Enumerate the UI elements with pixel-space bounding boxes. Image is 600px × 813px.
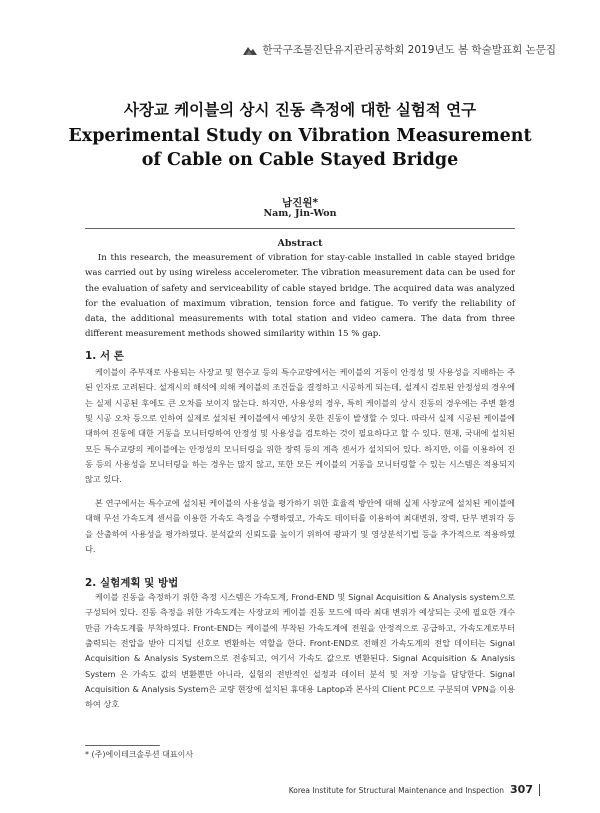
author-korean: 남진원*: [282, 197, 318, 209]
author-english: Nam, Jin-Won: [263, 208, 337, 219]
section-1-paragraph: 케이블이 주부재로 사용되는 사장교 및 현수교 등의 특수교량에서는 케이블의 거동이 안정성 및 사용성을 지배하는 주된 인자로 고려된다. 설계시의 해석에 의해 케이블의 조건들을 결정하고 시공하게 되는데, 설계시 검토된 안정성의 경우에는 실제 시공된 후에도 큰 오차를 보이지 않는다. 하지만, 사용성의 경우, 특히 케이블의 상시 진동의 경우에는 주변 환경 및 시공 오차 등으로 인하여 실제로 설치된 케이블에서 예상치 못한 진동이 발생할 수 있다. 따라서 실제 시공된 케이블에 대하여 진동에 대한 거동을 모니터링하여 안정성 및 사용성을 검토하는 것이 필요하다고 할 수 있다. 현재, 국내에 설치된 모든 특수교량의 케이블에는 안정성의 모니터링을 위한 장력 등의 계측 센서가 설치되어 있다. 하지만, 이를 이용하여 진동 등의 사용성을 모니터링을 하는 경우는 많지 않고, 또한 모든 케이블의 거동을 모니터링할 수 있는 시스템은 적용되지 않고 있다.: [85, 367, 515, 485]
section-1-paragraph: 본 연구에서는 특수교에 설치된 케이블의 사용성을 평가하기 위한 효율적 방안에 대해 실제 사장교에 설치된 케이블에 대해 무선 가속도계 센서를 이용한 가속도 측정을 수행하였고, 가속도 데이터를 이용하여 최대변위, 장력, 단부 변위각 등을 산출하여 사용성을 평가하였다. 분석값의 신뢰도를 높이기 위하여 광파기 및 영상분석기법 등을 추가적으로 적용하였다.: [85, 498, 515, 555]
section-1-heading: 1. 서 론: [85, 350, 124, 362]
conference-name: 한국구조물진단유지관리공학회 2019년도 봄 학술발표회 논문집: [262, 44, 556, 56]
title-english: Experimental Study on Vibration Measurement of Cable on Cable Stayed Bridge: [68, 126, 532, 170]
footer-organization: Korea Institute for Structural Maintenance and Inspection: [288, 786, 505, 795]
footnote-divider: [85, 745, 160, 746]
title-korean: 사장교 케이블의 상시 진동 측정에 대한 실험적 연구: [123, 101, 477, 119]
page-footer: [289, 783, 540, 796]
divider: [85, 228, 515, 229]
page-number: 307: [510, 783, 533, 796]
abstract-body: In this research, the measurement of vibration for stay-cable installed in cable stayed bridge was carried out by using wireless accelerometer. The vibration measurement data can be used for the evaluation of safety and serviceability of cable stayed bridge. The acquired data was analyzed for the evaluation of maximum vibration, tension force and fatigue. To verify the reliability of data, the additional measurements with total station and video camera. The data from three different measurement methods showed similarity within 15 % gap.: [85, 253, 515, 340]
footer-bar: [539, 784, 540, 796]
mountain-logo-icon: [243, 45, 257, 55]
section-2-paragraph: 케이블 진동을 측정하기 위한 측정 시스템은 가속도계, Frond-END 및 Signal Acquisition & Analysis system으로 구성되어 있다. 진동 측정을 위한 가속도계는 사장교의 케이블 진동 모드에 따라 최대 변위가 예상되는 곳에 필요한 개수만큼 가속도계를 부착하였다. Front-END는 케이블에 부착된 가속도계에 전원을 안정적으로 공급하고, 가속도계로부터 출력되는 전압을 받아 디지털 신호로 변환하는 역할을 한다. Front-END로 전해진 가속도계의 전압 데이터는 Signal Acquisition & Analysis System으로 전송되고, 여기서 가속도 값으로 변환된다. Signal Acquisition & Analysis System 은 가속도 값의 변환뿐만 아니라, 실험의 전반적인 설정과 데이터 분석 및 저장 기능을 담당한다. Signal Acquisition & Analysis System은 교량 현장에 설치된 휴대용 Laptop과 본사의 Client PC으로 구분되며 VPN을 이용하여 상호: [85, 592, 515, 710]
abstract-heading: Abstract: [277, 238, 323, 249]
footnote: * (주)에이테크솔루션 대표이사: [85, 750, 194, 759]
conference-header: [243, 42, 556, 57]
section-2-heading: 2. 실험계획 및 방법: [85, 577, 179, 589]
